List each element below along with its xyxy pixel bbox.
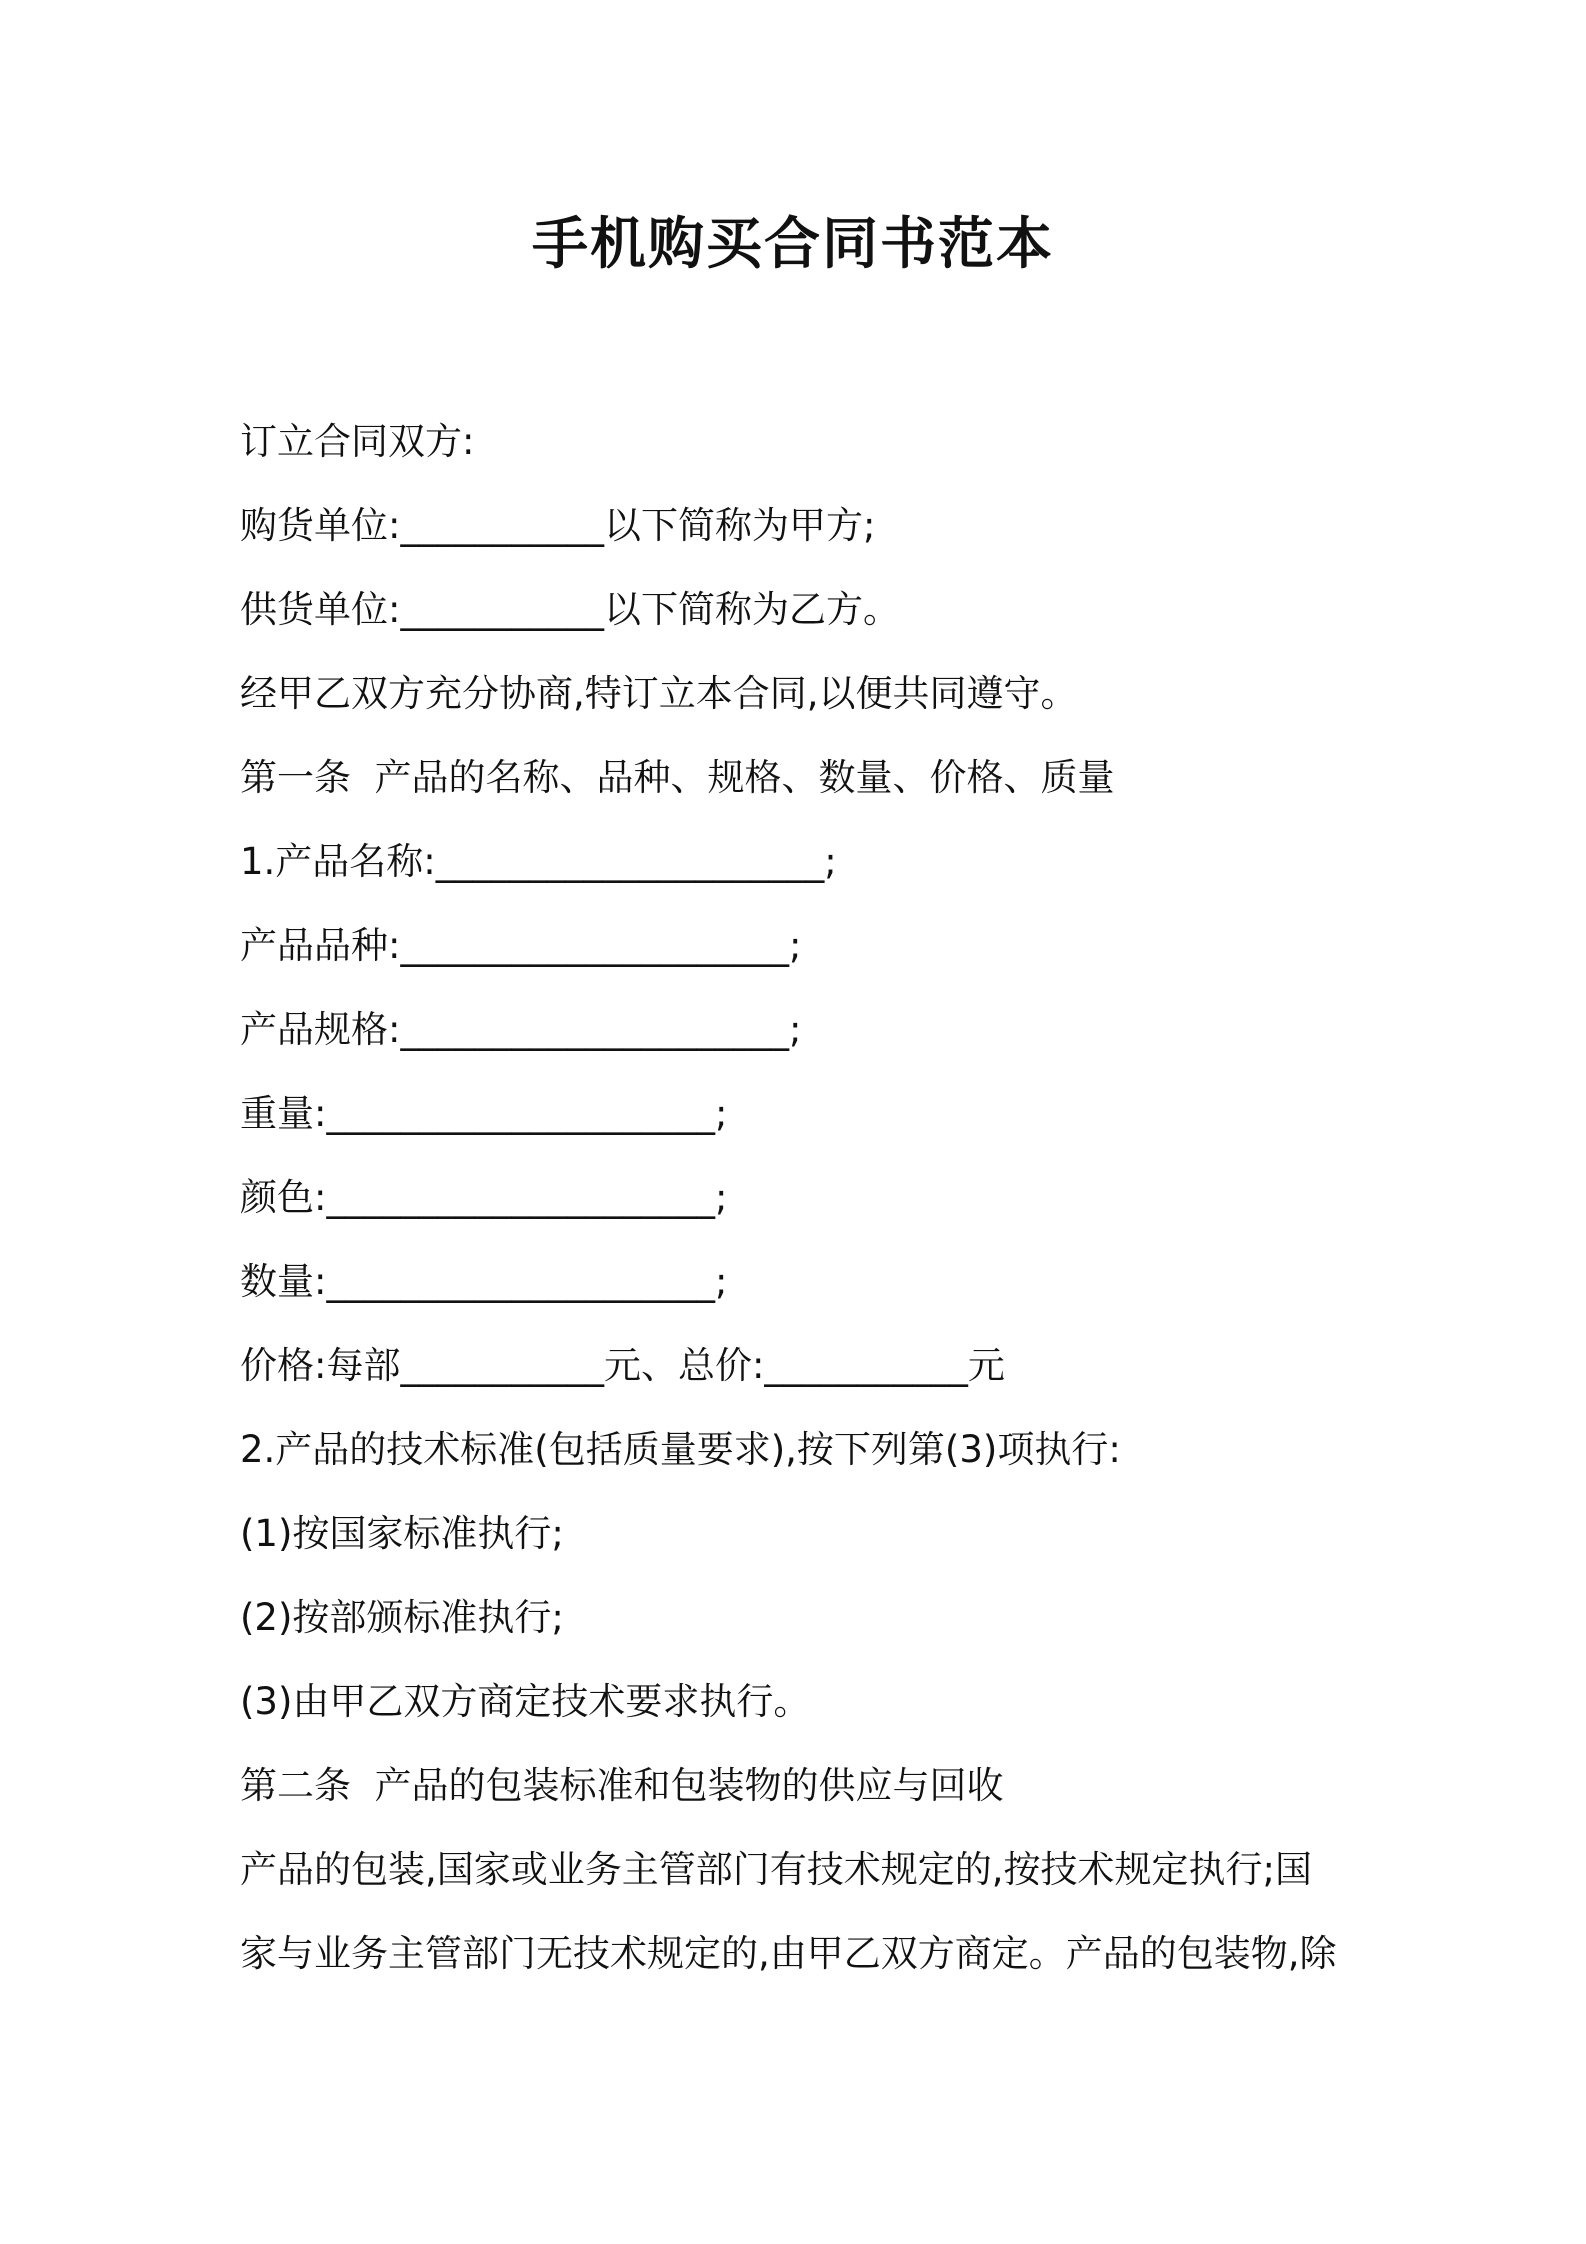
color-line: 颜色:_____________________; [240,1176,728,1219]
supplier-line: 供货单位:___________以下简称为乙方。 [240,588,900,631]
technical-standard-line: 2.产品的技术标准(包括质量要求),按下列第(3)项执行: [240,1428,1121,1471]
packaging-paragraph-line-2: 家与业务主管部门无技术规定的,由甲乙双方商定。产品的包装物,除 [240,1932,1337,1975]
document-body [240,400,1380,1996]
weight-line: 重量:_____________________; [240,1092,728,1135]
quantity-line: 数量:_____________________; [240,1260,728,1303]
product-name-line: 1.产品名称:_____________________; [240,840,837,883]
buyer-line: 购货单位:___________以下简称为甲方; [240,504,876,547]
packaging-paragraph-line-1: 产品的包装,国家或业务主管部门有技术规定的,按技术规定执行;国 [240,1848,1312,1891]
option-national-standard: (1)按国家标准执行; [240,1512,564,1555]
agreement-statement: 经甲乙双方充分协商,特订立本合同,以便共同遵守。 [240,672,1078,715]
price-line: 价格:每部___________元、总价:___________元 [240,1344,1005,1387]
product-variety-line: 产品品种:_____________________; [240,924,802,967]
option-ministry-standard: (2)按部颁标准执行; [240,1596,564,1639]
document-title: 手机购买合同书范本 [532,212,1054,277]
article-one-heading: 第一条 产品的名称、品种、规格、数量、价格、质量 [240,756,1115,799]
option-mutual-agreement: (3)由甲乙双方商定技术要求执行。 [240,1680,811,1723]
article-two-heading: 第二条 产品的包装标准和包装物的供应与回收 [240,1764,1004,1807]
parties-heading: 订立合同双方: [240,420,475,463]
product-spec-line: 产品规格:_____________________; [240,1008,802,1051]
